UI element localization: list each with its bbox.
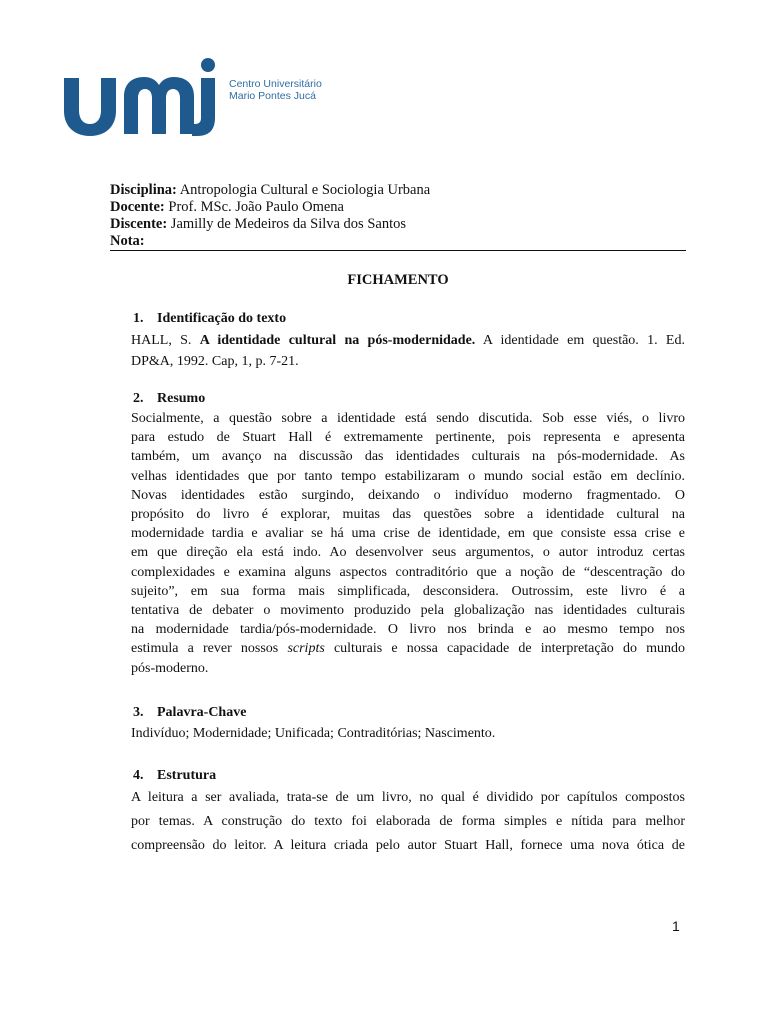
umj-logo-icon	[64, 58, 219, 138]
docente-row	[110, 199, 686, 216]
summary-line: velhas identidades que por tanto tempo estabilizaram o mundo social estão em declínio.	[131, 468, 685, 484]
logo-name-line2: Mario Pontes Jucá	[229, 90, 316, 102]
reference-line-2: DP&A, 1992. Cap, 1, p. 7-21.	[131, 354, 299, 369]
section-4-body	[131, 786, 685, 858]
summary-line: na modernidade tardia/pós-modernidade. O livro nos brinda e ao mesmo tempo nos	[131, 622, 685, 638]
structure-line: compreensão do leitor. A leitura criada pelo autor Stuart Hall, fornece uma nova ótica de	[131, 838, 685, 853]
summary-line-13-pre: estimula a rever nossos	[131, 641, 279, 657]
discente-row	[110, 216, 686, 233]
summary-line: modernidade tardia e avaliar se há uma crise de identidade, em que consiste essa crise e	[131, 526, 685, 542]
summary-line: tentativa de debater o movimento produzido pela globalização nas identidades culturais	[131, 603, 685, 619]
reference-edition: A identidade em questão. 1. Ed.	[482, 333, 685, 348]
logo-name-line1: Centro Universitário	[229, 78, 322, 90]
summary-line: propósito do livro é explorar, muitas das questões sobre a identidade cultural na	[131, 507, 685, 523]
section-1-heading	[133, 311, 286, 327]
section-2-body	[131, 409, 685, 678]
discente-value: Jamilly de Medeiros da Silva dos Santos	[170, 216, 406, 232]
reference-author: HALL, S.	[131, 333, 192, 348]
docente-value: Prof. MSc. João Paulo Omena	[168, 199, 344, 215]
section-2-number: 2.	[133, 391, 144, 406]
docente-label: Docente:	[110, 199, 165, 215]
section-4-title: Estrutura	[157, 768, 217, 783]
section-3-number: 3.	[133, 705, 144, 720]
reference-line-1	[131, 330, 685, 351]
disciplina-value: Antropologia Cultural e Sociologia Urbana	[179, 182, 431, 198]
structure-line: A leitura a ser avaliada, trata-se de um livro, no qual é dividido por capítulos compostos	[131, 790, 685, 805]
keywords-text: Indivíduo; Modernidade; Unificada; Contraditórias; Nascimento.	[131, 726, 496, 741]
summary-line: Novas identidades estão surgindo, deixando o indivíduo moderno fragmentado. O	[131, 487, 685, 503]
header-divider	[110, 250, 686, 251]
summary-line: também, um avanço na discussão das identidades culturais na pós-modernidade. As	[131, 449, 685, 465]
section-1-body	[131, 330, 685, 372]
document-metadata	[110, 182, 686, 250]
summary-italic-word: scripts	[287, 641, 325, 657]
section-2-heading	[133, 391, 205, 407]
page-number: 1	[672, 918, 680, 934]
summary-line: sujeito”, em sua forma mais simplificada, desconsidera. Outrossim, este livro é a	[131, 583, 685, 599]
section-1-title: Identificação do texto	[157, 311, 287, 326]
summary-line: em que direção ela está indo. Ao desenvolver seus argumentos, o autor introduz certas	[131, 545, 685, 561]
logo-text	[229, 78, 322, 102]
section-2-title: Resumo	[157, 391, 206, 406]
section-3-title: Palavra-Chave	[157, 705, 247, 720]
summary-line-last: pós-moderno.	[131, 660, 209, 676]
section-1-number: 1.	[133, 311, 144, 326]
nota-row	[110, 233, 686, 250]
section-3-heading	[133, 705, 246, 721]
summary-line: para estudo de Stuart Hall é extremamente pertinente, pois representa e apresenta	[131, 430, 685, 446]
summary-line: complexidades e examina alguns aspectos contraditório que a noção de “descentração do	[131, 564, 685, 580]
summary-line-13-post: culturais e nossa capacidade de interpretação do mundo	[333, 641, 686, 657]
discente-label: Discente:	[110, 216, 168, 232]
disciplina-label: Disciplina:	[110, 182, 177, 198]
nota-label: Nota:	[110, 233, 145, 249]
structure-line: por temas. A construção do texto foi elaborada de forma simples e nítida para melhor	[131, 814, 685, 829]
summary-line-13	[131, 639, 685, 658]
document-title: FICHAMENTO	[347, 272, 449, 288]
section-4-heading	[133, 768, 216, 784]
reference-title: A identidade cultural na pós-modernidade.	[199, 333, 476, 348]
section-3-body	[131, 724, 685, 743]
disciplina-row	[110, 182, 686, 199]
section-4-number: 4.	[133, 768, 144, 783]
summary-line: Socialmente, a questão sobre a identidade está sendo discutida. Sob esse viés, o livro	[131, 411, 685, 426]
